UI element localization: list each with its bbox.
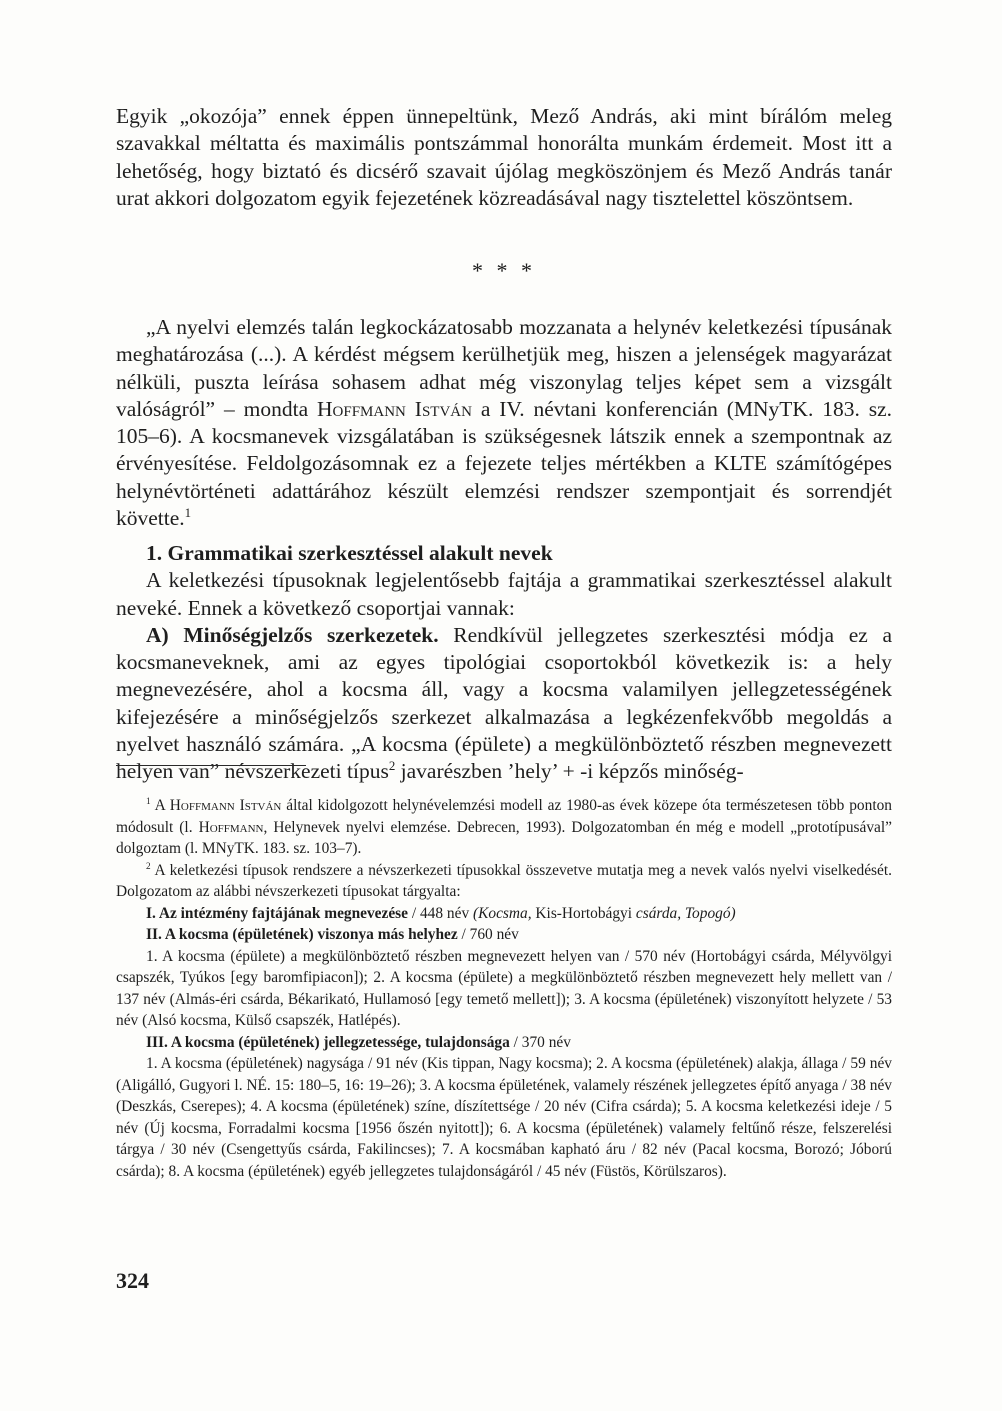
type-3 [116, 1032, 892, 1054]
quote-text-2: a IV. névtani konferencián (MNyTK. 183. sz. 105–6). A kocsmanevek vizsgálatában is szükségesnek látszik ennek a szempontnak az érvényesítése. Feldolgozásomnak ez a fejezete teljes mértékben a KLTE számítógépes helynévtörténeti adattárához készült elemzési rendszer szempontjait és sorrendjét követte. [116, 396, 893, 531]
type-2-label: II. A kocsma (épületének) viszonya más helyhez [146, 926, 458, 943]
page-number: 324 [116, 1268, 149, 1293]
footnote-ref-1[interactable]: 1 [184, 505, 192, 520]
footnotes [116, 795, 892, 1182]
footnote-1-author-2: Hoffmann [198, 818, 264, 836]
type-3-count: / 370 név [509, 1033, 571, 1051]
type-2-count: / 760 név [457, 926, 519, 943]
intro-paragraph: Egyik „okozója” ennek éppen ünnepeltünk, Mező András, aki mint bírálóm meleg szavakkal méltatta és maximális pontszámmal honorálta munkám érdemeit. Most itt a lehetőség, hogy biztató és dicsérő szavait újólag megköszönjem és Mező András tanár urat akkori dolgozatom egyik fejezetének közreadásával nagy tisztelettel köszöntsem. [116, 104, 892, 210]
type-1-example-1: (Kocsma, [473, 904, 532, 922]
footnote-2-text: A keletkezési típusok rendszere a névszerkezeti típusokkal összevetve mutatja meg a nevek valós nyelvi viselkedését. Dolgozatom az alábbi névszerkezeti típusokat tárgyalta: [116, 861, 892, 900]
type-3-label: III. A kocsma (épületének) jellegzetessége, tulajdonsága [146, 1033, 510, 1051]
section-paragraph-2-text: Rendkívül jellegzetes szerkesztési módja ez a kocsmaneveknek, ami az egyes tipológiai csoportokból következik is: a hely megnevezésére, ahol a kocsma áll, vagy a kocsma valamilyen jellegzetességének kifejezésére a minőségjelzős szerkezet alkalmazása a legkézenfekvőbb megoldás a nyelvet használó számára. „A kocsma (épülete) a megkülönböztető részben megnevezett helyen van” névszerkezeti típus [116, 622, 892, 784]
footnote-rule [116, 765, 306, 766]
section-paragraph-1: A keletkezési típusoknak legjelentősebb fajtája a grammatikai szerkesztéssel alakult neveké. Ennek a következő csoportjai vannak: [116, 568, 892, 620]
quote-author: Hoffmann István [317, 396, 472, 421]
section-paragraph-2 [116, 622, 892, 786]
footnote-1 [116, 795, 892, 860]
footnote-1-number: 1 [146, 795, 151, 806]
footnote-2 [116, 860, 892, 903]
type-1 [116, 903, 892, 925]
type-1-count: / 448 név [408, 904, 473, 922]
section-separator: * * * [472, 258, 536, 283]
type-1-label: I. Az intézmény fajtájának megnevezése [146, 904, 409, 922]
footnote-2-number: 2 [146, 860, 151, 871]
section-paragraph-2-end: javarészben ’hely’ + -i képzős minőség- [395, 759, 744, 784]
type-1-example-mid: Kis-Hortobágyi [531, 904, 636, 922]
subheading: A) Minőségjelzős szerkezetek. [146, 622, 439, 647]
section-heading: 1. Grammatikai szerkesztéssel alakult nevek [146, 541, 553, 565]
footnote-1-text-c: , Helynevek nyelvi elemzése. Debrecen, 1993). Dolgozatomban én még e modell „prototípusával” dolgoztam (l. MNyTK. 183. sz. 103–7). [116, 818, 892, 857]
quote-block [116, 314, 892, 532]
footnote-1-text-a: A [150, 797, 170, 814]
section-grammatical [116, 540, 892, 786]
type-2-details: 1. A kocsma (épülete) a megkülönböztető részben megnevezett helyen van / 570 név (Hortobágyi csárda, Mélyvölgyi csapszék, Tyúkos [egy baromfipiacon]); 2. A kocsma (épülete) a megkülönböztető részben megnevezett hely mellett van / 137 név (Almás-éri csárda, Békarikató, Hullamosó [egy temető mellett]); 3. A kocsma (épületének) viszonyított helyzete / 53 név (Alsó kocsma, Külső csapszék, Hatlépés). [116, 947, 892, 1029]
footnote-1-author: Hoffmann István [169, 797, 282, 814]
type-1-example-2: csárda, Topogó) [635, 904, 736, 922]
footnote-1-text-b: által kidolgozott helynévelemzési modell az 1980-as évek közepe óta természetesen több ponton módosult (l. [116, 797, 892, 836]
quote-text-1: „A nyelvi elemzés talán legkockázatosabb mozzanata a helynév keletkezési típusának meghatározása (...). A kérdést mégsem kerülhetjük meg, hiszen a jelenségek magyarázat nélküli, puszta leírása sohasem adhat még viszonylag teljes képet sem a vizsgált valóságról” – mondta [116, 315, 892, 421]
footnote-ref-2[interactable]: 2 [388, 759, 396, 774]
intro-block [116, 103, 892, 212]
quote-paragraph [116, 314, 892, 532]
type-2 [116, 924, 892, 946]
type-3-details: 1. A kocsma (épületének) nagysága / 91 név (Kis tippan, Nagy kocsma); 2. A kocsma (épületének) alakja, állaga / 59 név (Aligálló, Gugyori l. NÉ. 15: 180–5, 16: 19–26); 3. A kocsma épületének, valamely részének jellegzetes építő anyaga / 38 név (Deszkás, Cserepes); 4. A kocsma (épületének) színe, díszítettsége / 20 név (Cifra csárda); 5. A kocsma keletkezési ideje / 5 név (Új kocsma, Forradalmi kocsma [1956 őszén nyitott]); 6. A kocsma (épületének) valamely feltűnő része, felszerelési tárgya / 30 név (Csengettyűs csárda, Fakilincses); 7. A kocsmában kapható áru / 82 név (Pacal kocsma, Borozó; Jóború csárda); 8. A kocsma (épületének) egyéb jellegzetes tulajdonságáról / 45 név (Füstös, Körülszaros). [116, 1055, 892, 1180]
